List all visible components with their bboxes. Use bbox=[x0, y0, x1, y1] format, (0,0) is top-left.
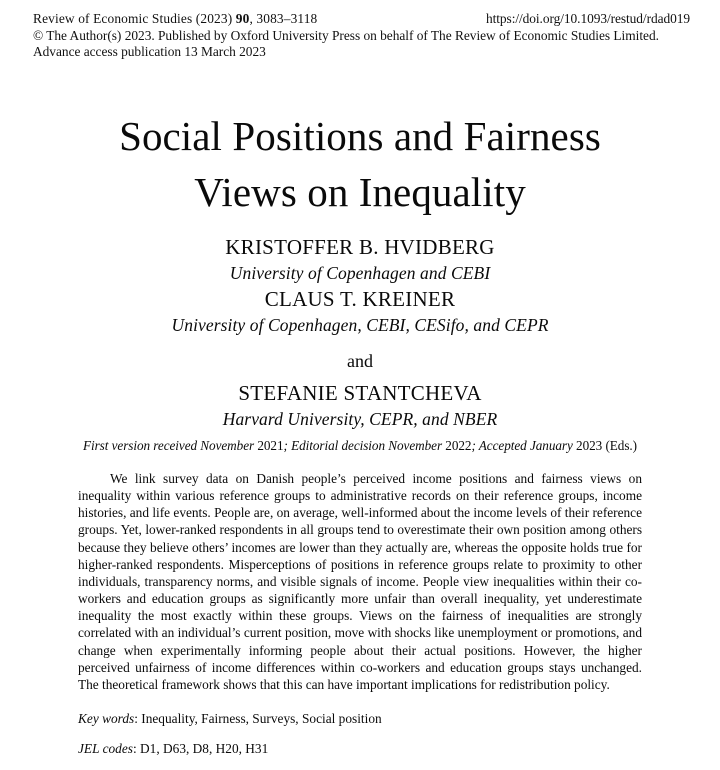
keywords-row bbox=[78, 710, 642, 727]
author-conjunction: and bbox=[347, 351, 373, 371]
jel-codes-value: : D1, D63, D8, H20, H31 bbox=[132, 741, 269, 756]
doi-link[interactable]: https://doi.org/10.1093/restud/rdad019 bbox=[485, 11, 690, 26]
copyright-line: © The Author(s) 2023. Published by Oxford University Press on behalf of The Review of Economic Studies Limited. bbox=[33, 27, 659, 43]
journal-citation-pages: , 3083–3118 bbox=[249, 11, 318, 26]
submission-dates-accepted: ; Accepted January bbox=[471, 438, 573, 453]
author-block bbox=[60, 234, 660, 432]
abstract-text: We link survey data on Danish people’s perceived income positions and fairness views on inequality within various reference groups to administrative records on their reference groups, income histories, and life events. People are, on average, well-informed about the income levels of their reference groups. Yet, lower-ranked respondents in all groups tend to overestimate their own position among others because they believe others’ incomes are lower than they actually are, whereas the opposite holds true for higher-ranked respondents. Misperceptions of positions in reference groups relate to proximity to other individuals, transparency norms, and visible signals of income. People view inequalities within their co-workers and education groups as significantly more unfair than overall inequality, yet underestimate inequality the most exactly within these groups. Views on the fairness of inequalities are strongly correlated with an individual’s current position, move with shocks like unemployment or promotions, and change when experimentally informing people about their actual positions. However, the higher perceived unfairness of income differences within co-workers and education groups stays unchanged. The theoretical framework shows that this can have important implications for redistribution policy. bbox=[78, 471, 642, 692]
author-affiliation-2: University of Copenhagen, CEBI, CESifo, and CEPR bbox=[171, 315, 549, 335]
submission-dates-editors: (Eds.) bbox=[605, 438, 638, 453]
submission-dates-year-3: 2023 bbox=[576, 438, 603, 453]
author-name-3: STEFANIE STANTCHEVA bbox=[238, 381, 482, 405]
submission-dates-year-2: 2022 bbox=[445, 438, 472, 453]
page-title-line-1: Social Positions and Fairness bbox=[119, 113, 601, 159]
author-affiliation-3: Harvard University, CEPR, and NBER bbox=[222, 409, 498, 429]
page-title bbox=[60, 108, 660, 220]
paper-metadata bbox=[78, 710, 642, 770]
jel-codes-label: JEL codes bbox=[78, 741, 133, 756]
author-name-2: CLAUS T. KREINER bbox=[264, 287, 456, 311]
journal-volume: 90 bbox=[235, 11, 250, 26]
author-entry-2 bbox=[60, 286, 660, 338]
author-entry-1 bbox=[60, 234, 660, 286]
submission-dates-year-1: 2021 bbox=[257, 438, 284, 453]
masthead-top-row bbox=[33, 11, 690, 28]
author-entry-3 bbox=[60, 380, 660, 432]
advance-access-line: Advance access publication 13 March 2023 bbox=[33, 44, 266, 59]
author-name-1: KRISTOFFER B. HVIDBERG bbox=[225, 235, 495, 259]
keywords-label: Key words bbox=[78, 711, 135, 726]
submission-dates-editorial: ; Editorial decision November bbox=[283, 438, 443, 453]
jel-codes-row bbox=[78, 740, 642, 757]
journal-citation-prefix: Review of Economic Studies (2023) bbox=[33, 11, 236, 26]
page-title-line-2: Views on Inequality bbox=[194, 169, 526, 215]
running-header bbox=[33, 11, 690, 61]
author-affiliation-1: University of Copenhagen and CEBI bbox=[229, 263, 491, 283]
submission-dates-received: First version received November bbox=[82, 438, 255, 453]
abstract-block bbox=[78, 470, 642, 693]
keywords-value: : Inequality, Fairness, Surveys, Social position bbox=[134, 711, 382, 726]
journal-citation bbox=[33, 11, 317, 28]
submission-dates-line bbox=[60, 437, 660, 454]
